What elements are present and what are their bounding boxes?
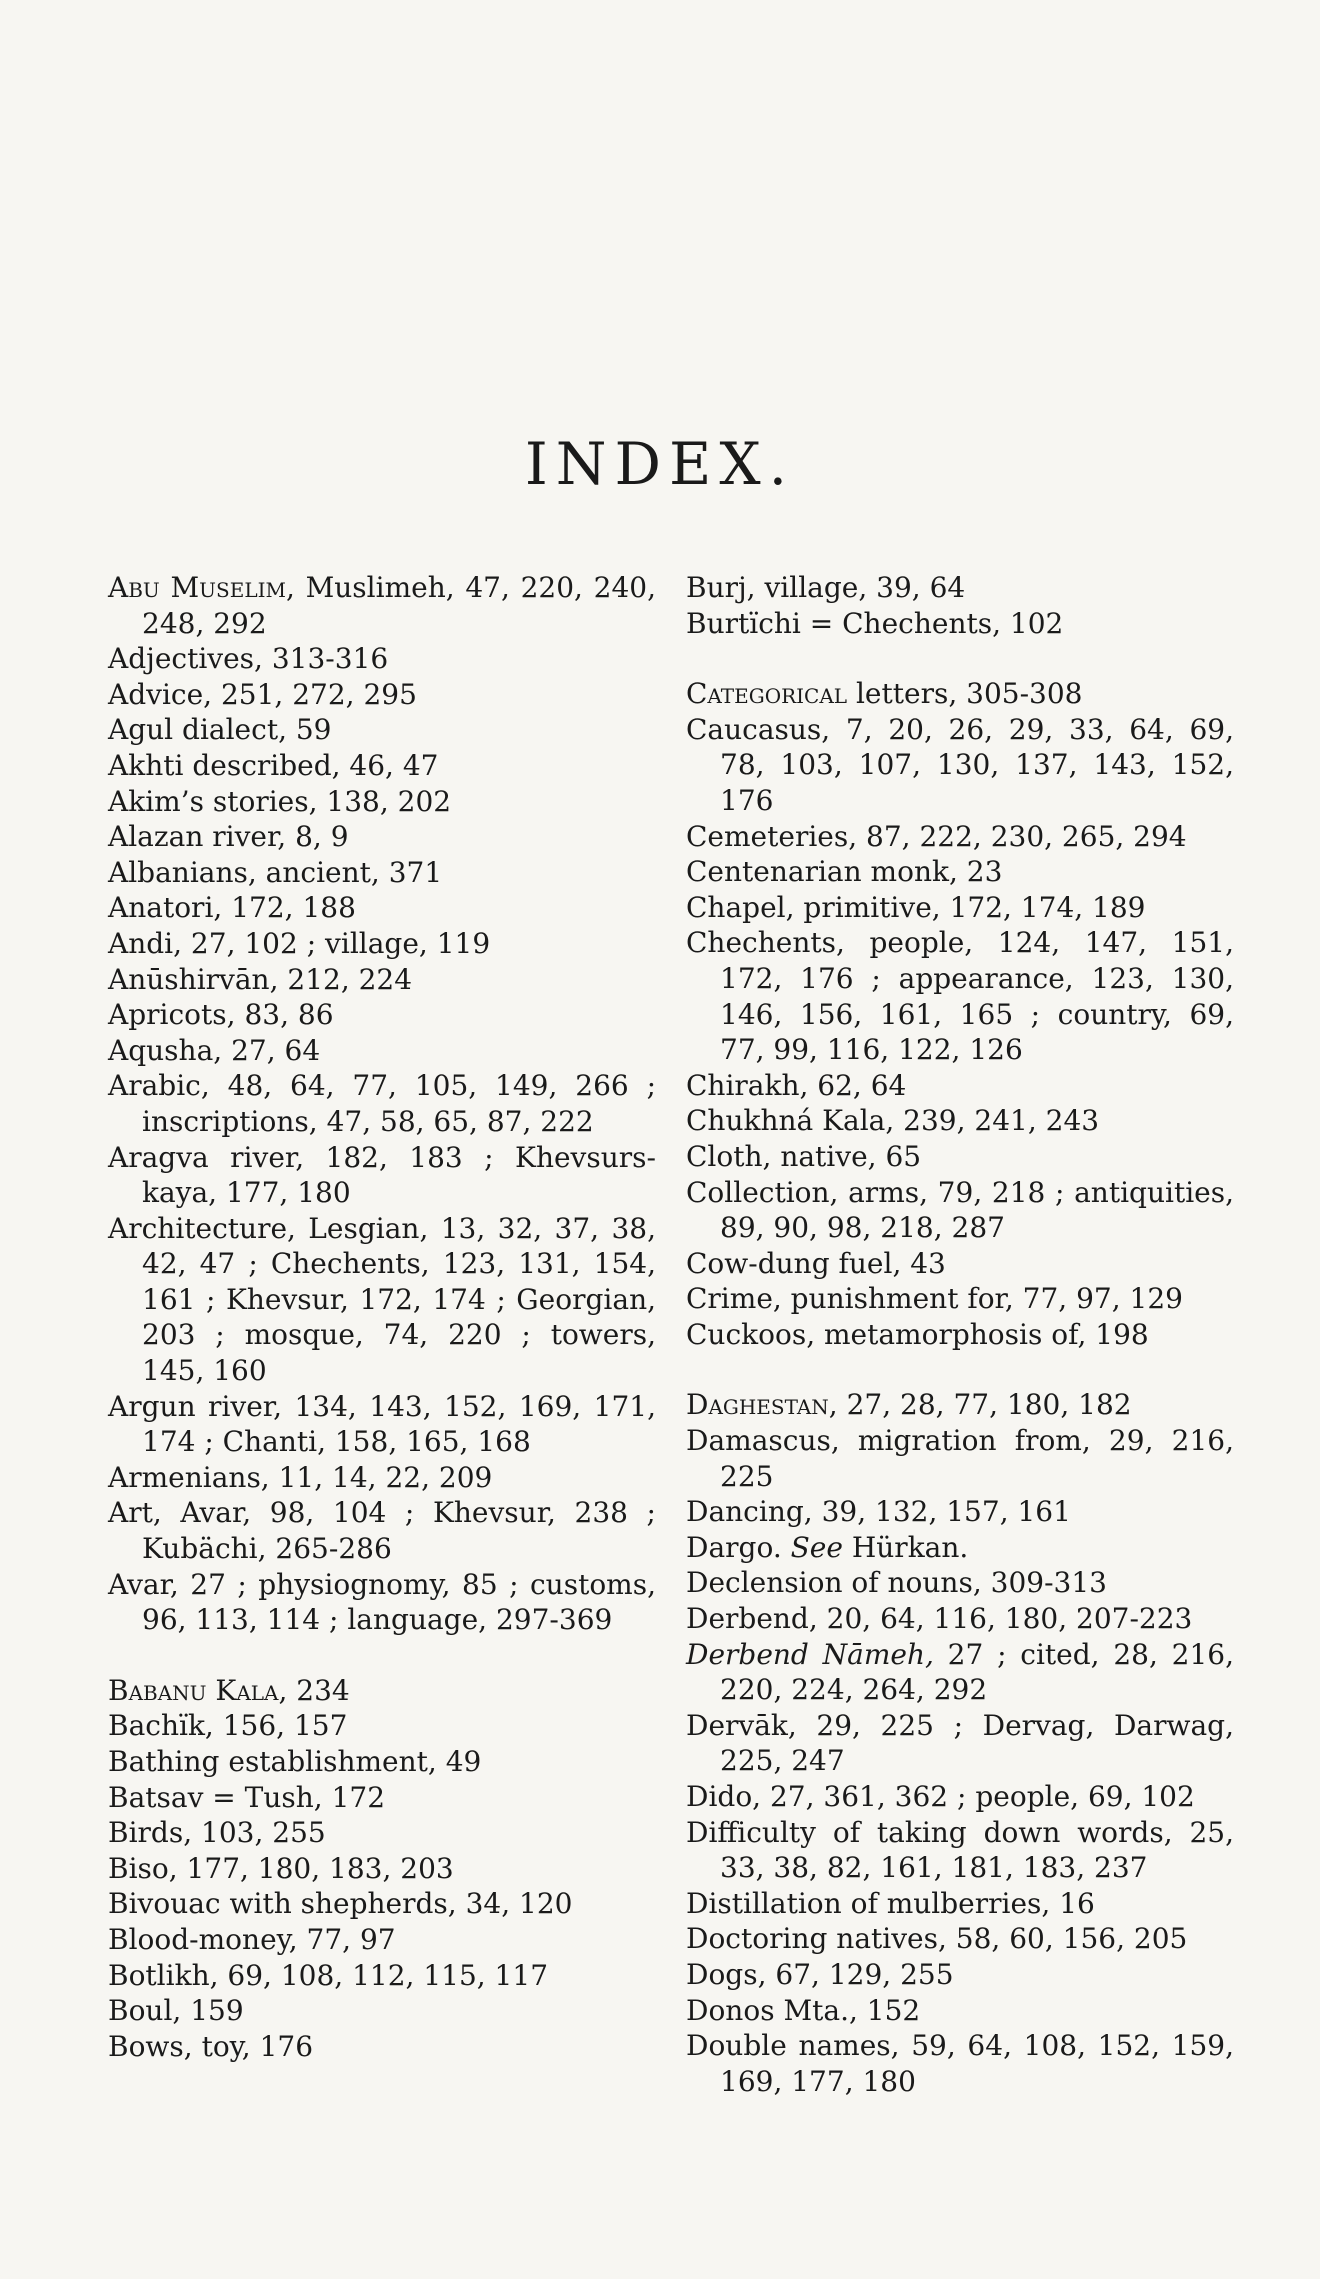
index-entry bbox=[108, 1744, 656, 1780]
entry-heading: Daghestan, bbox=[686, 1388, 838, 1422]
entry-text: Dido, 27, 361, 362 ; people, 69, 102 bbox=[686, 1780, 1195, 1813]
entry-text: Argun river, 134, 143, 152, 169, 171, 174 ; Chanti, 158, 165, 168 bbox=[108, 1389, 656, 1459]
index-entry bbox=[686, 570, 1234, 606]
index-entry bbox=[108, 819, 656, 855]
entry-text: Burtïchi = Chechents, 102 bbox=[686, 606, 1064, 640]
index-entry bbox=[108, 1567, 656, 1638]
index-entry bbox=[108, 1815, 656, 1851]
entry-text: Akhti described, 46, 47 bbox=[108, 748, 439, 782]
index-entry bbox=[108, 997, 656, 1033]
index-column-right bbox=[686, 570, 1234, 2099]
index-entry bbox=[686, 819, 1234, 855]
entry-text: Alazan river, 8, 9 bbox=[108, 820, 349, 854]
entry-text: Dancing, 39, 132, 157, 161 bbox=[686, 1495, 1071, 1529]
entry-text: Advice, 251, 272, 295 bbox=[108, 677, 417, 711]
index-entry bbox=[686, 676, 1234, 712]
index-entry bbox=[686, 1068, 1234, 1104]
entry-text: Armenians, 11, 14, 22, 209 bbox=[108, 1460, 493, 1494]
index-entry bbox=[686, 1387, 1234, 1423]
index-entry bbox=[686, 1530, 1234, 1566]
entry-text: Crime, punishment for, 77, 97, 129 bbox=[686, 1282, 1183, 1316]
entry-text: 27 ; cited, 28, 216, 220, 224, 264, 292 bbox=[720, 1637, 1234, 1707]
entry-text: Chukhná Kala, 239, 241, 243 bbox=[686, 1104, 1100, 1138]
entry-text: Muslimeh, 47, 220, 240, 248, 292 bbox=[142, 571, 657, 640]
index-entry bbox=[108, 1389, 656, 1460]
entry-text: Cuckoos, metamorphosis of, 198 bbox=[686, 1317, 1149, 1351]
index-entry bbox=[108, 641, 656, 677]
index-entry bbox=[108, 784, 656, 820]
index-entry bbox=[108, 1708, 656, 1744]
entry-text: Biso, 177, 180, 183, 203 bbox=[108, 1851, 454, 1885]
entry-text: Derbend, 20, 64, 116, 180, 207-223 bbox=[686, 1602, 1193, 1636]
entry-text: Dogs, 67, 129, 255 bbox=[686, 1957, 954, 1991]
entry-text: Boul, 159 bbox=[108, 1994, 244, 2028]
index-entry bbox=[108, 1211, 656, 1389]
index-entry bbox=[686, 1175, 1234, 1246]
entry-italic: Derbend Nāmeh, bbox=[686, 1637, 934, 1671]
index-entry bbox=[686, 1779, 1234, 1815]
index-entry bbox=[108, 962, 656, 998]
entry-text: Cloth, native, 65 bbox=[686, 1139, 922, 1173]
entry-text: Cow-dung fuel, 43 bbox=[686, 1246, 946, 1280]
entry-text: Birds, 103, 255 bbox=[108, 1816, 326, 1850]
index-entry bbox=[686, 1281, 1234, 1317]
entry-text: Damascus, migration from, 29, 216, 225 bbox=[686, 1424, 1234, 1493]
entry-text: letters, 305-308 bbox=[847, 677, 1083, 711]
index-entry bbox=[108, 1068, 656, 1139]
entry-text: Bows, toy, 176 bbox=[108, 2029, 314, 2063]
entry-text: Burj, village, 39, 64 bbox=[686, 571, 966, 604]
index-entry bbox=[686, 606, 1234, 642]
entry-text: Collection, arms, 79, 218 ; antiquities, 89, 90, 98, 218, 287 bbox=[686, 1175, 1234, 1245]
entry-text: Difficulty of taking down words, 25, 33, 38, 82, 161, 181, 183, 237 bbox=[686, 1815, 1234, 1885]
entry-text: Double names, 59, 64, 108, 152, 159, 169, 177, 180 bbox=[686, 2029, 1234, 2098]
index-entry bbox=[686, 890, 1234, 926]
index-entry bbox=[108, 712, 656, 748]
entry-text: Cemeteries, 87, 222, 230, 265, 294 bbox=[686, 819, 1187, 853]
index-entry bbox=[686, 1494, 1234, 1530]
entry-text: Akim’s stories, 138, 202 bbox=[108, 784, 452, 818]
entry-heading: Categorical bbox=[686, 677, 848, 711]
index-entry bbox=[108, 748, 656, 784]
index-entry bbox=[108, 1033, 656, 1069]
entry-text: 27, 28, 77, 180, 182 bbox=[837, 1388, 1132, 1422]
entry-text: Dargo. bbox=[686, 1530, 791, 1564]
index-entry bbox=[108, 1922, 656, 1958]
index-entry bbox=[108, 1886, 656, 1922]
index-entry bbox=[686, 1317, 1234, 1353]
entry-text: Avar, 27 ; physiognomy, 85 ; customs, 96, 113, 114 ; language, 297-369 bbox=[108, 1567, 656, 1637]
index-entry bbox=[108, 1851, 656, 1887]
entry-text: Chechents, people, 124, 147, 151, 172, 176 ; appearance, 123, 130, 146, 156, 161, 165 ; country, 69, 77, 99, 116, 122, 126 bbox=[686, 926, 1234, 1067]
entry-text: Aragva river, 182, 183 ; Khevsurskaya, 177, 180 bbox=[108, 1140, 656, 1210]
index-entry bbox=[108, 890, 656, 926]
index-entry bbox=[108, 926, 656, 962]
index-entry bbox=[686, 854, 1234, 890]
index-entry bbox=[108, 855, 656, 891]
index-entry bbox=[686, 712, 1234, 819]
entry-text: Distillation of mulberries, 16 bbox=[686, 1886, 1095, 1920]
index-entry bbox=[108, 1780, 656, 1816]
index-entry bbox=[108, 570, 656, 641]
section-gap bbox=[108, 1638, 656, 1673]
entry-text: Bivouac with shepherds, 34, 120 bbox=[108, 1887, 573, 1921]
entry-text: Architecture, Lesgian, 13, 32, 37, 38, 42, 47 ; Chechents, 123, 131, 154, 161 ; Khevsur, 172, 174 ; Georgian, 203 ; mosque, 74, 220 ; towers, 145, 160 bbox=[108, 1211, 656, 1388]
index-entry bbox=[108, 1495, 656, 1566]
index-entry bbox=[108, 1958, 656, 1994]
index-entry bbox=[108, 1993, 656, 2029]
index-entry bbox=[686, 925, 1234, 1067]
entry-heading: Abu Muselim, bbox=[108, 571, 295, 604]
entry-text: Andi, 27, 102 ; village, 119 bbox=[108, 926, 491, 960]
entry-text: Chirakh, 62, 64 bbox=[686, 1068, 907, 1102]
entry-heading: Babanu Kala, bbox=[108, 1673, 288, 1707]
index-entry bbox=[686, 1886, 1234, 1922]
index-entry bbox=[108, 1140, 656, 1211]
entry-text: Arabic, 48, 64, 77, 105, 149, 266 ; inscriptions, 47, 58, 65, 87, 222 bbox=[108, 1069, 656, 1138]
index-entry bbox=[108, 677, 656, 713]
entry-text: Hürkan. bbox=[842, 1530, 969, 1564]
entry-text: Doctoring natives, 58, 60, 156, 205 bbox=[686, 1922, 1188, 1956]
entry-text: Batsav = Tush, 172 bbox=[108, 1780, 386, 1814]
entry-text: Botlikh, 69, 108, 112, 115, 117 bbox=[108, 1958, 549, 1992]
index-entry bbox=[686, 1423, 1234, 1494]
entry-text: Bachïk, 156, 157 bbox=[108, 1709, 348, 1743]
index-entry bbox=[686, 1601, 1234, 1637]
section-gap bbox=[686, 1352, 1234, 1387]
index-entry bbox=[686, 1815, 1234, 1886]
index-entry bbox=[686, 1246, 1234, 1282]
entry-text: Bathing establishment, 49 bbox=[108, 1745, 482, 1778]
entry-text: Art, Avar, 98, 104 ; Khevsur, 238 ; Kubächi, 265-286 bbox=[108, 1496, 656, 1566]
entry-text: Agul dialect, 59 bbox=[108, 713, 332, 747]
page-title: INDEX. bbox=[524, 430, 796, 498]
entry-text: Caucasus, 7, 20, 26, 29, 33, 64, 69, 78, 103, 107, 130, 137, 143, 152, 176 bbox=[686, 712, 1234, 817]
index-column-left bbox=[108, 570, 656, 2064]
entry-text: Dervāk, 29, 225 ; Dervag, Darwag, 225, 247 bbox=[686, 1708, 1234, 1778]
entry-text: Apricots, 83, 86 bbox=[108, 998, 334, 1032]
entry-text: Donos Mta., 152 bbox=[686, 1993, 921, 2027]
entry-italic: See bbox=[790, 1530, 843, 1564]
index-entry bbox=[686, 1565, 1234, 1601]
index-entry bbox=[686, 1993, 1234, 2029]
index-entry bbox=[686, 1708, 1234, 1779]
entry-text: Centenarian monk, 23 bbox=[686, 855, 1003, 889]
entry-text: 234 bbox=[287, 1673, 350, 1707]
entry-text: Chapel, primitive, 172, 174, 189 bbox=[686, 890, 1146, 924]
section-gap bbox=[686, 641, 1234, 676]
entry-text: Albanians, ancient, 371 bbox=[108, 855, 443, 889]
index-entry bbox=[108, 1460, 656, 1496]
index-entry bbox=[686, 1957, 1234, 1993]
index-entry bbox=[108, 1673, 656, 1709]
entry-text: Aqusha, 27, 64 bbox=[108, 1033, 321, 1067]
index-entry bbox=[686, 1921, 1234, 1957]
index-entry bbox=[108, 2029, 656, 2065]
index-entry bbox=[686, 1103, 1234, 1139]
entry-text: Declension of nouns, 309-313 bbox=[686, 1566, 1107, 1600]
entry-text: Anatori, 172, 188 bbox=[108, 891, 356, 925]
entry-text: Adjectives, 313-316 bbox=[108, 642, 389, 676]
index-entry bbox=[686, 2028, 1234, 2099]
index-entry bbox=[686, 1139, 1234, 1175]
entry-text: Anūshirvān, 212, 224 bbox=[108, 962, 413, 996]
entry-text: Blood-money, 77, 97 bbox=[108, 1922, 396, 1956]
index-entry bbox=[686, 1637, 1234, 1708]
